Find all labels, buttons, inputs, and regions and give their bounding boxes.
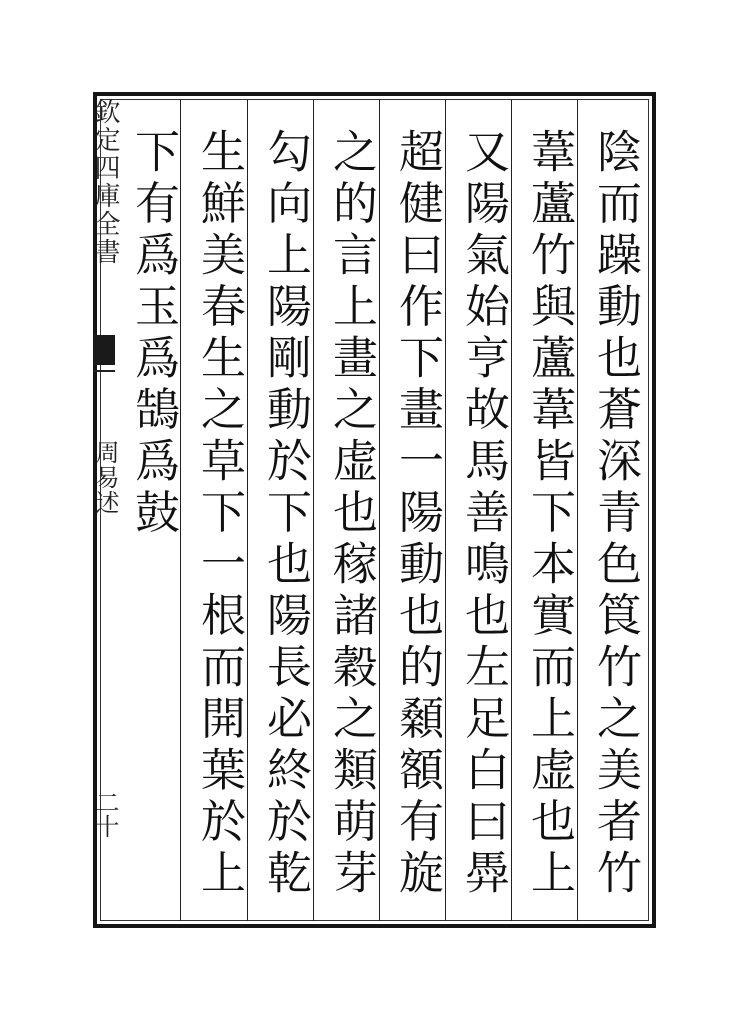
column-rule (577, 99, 578, 921)
text-column-7-main: 生鮮美春生之草下一根而開葉於上 (193, 128, 246, 901)
column-rule (247, 99, 248, 921)
text-column-7 (191, 128, 247, 908)
column-rule (379, 99, 380, 921)
margin-title: 欽定四庫全書 (90, 98, 120, 266)
fish-tail-mark (93, 335, 115, 365)
text-column-8: 下有爲玉爲鵠爲鼓 (127, 128, 180, 540)
text-column-4: 超健曰作下畫一陽動也的顙額有旋 (391, 128, 444, 901)
text-column-3: 又陽氣始亨故馬善鳴也左足白曰馵 (457, 128, 510, 901)
text-column-2: 葦蘆竹與蘆葦皆下本實而上虚也上 (523, 128, 576, 901)
margin-page-number: 二十 (91, 790, 119, 838)
fish-tail-rule (93, 370, 115, 372)
margin-book-title: 周易述 (91, 440, 119, 515)
column-rule (445, 99, 446, 921)
column-rule (313, 99, 314, 921)
text-column-6: 勾向上陽剛動於下也陽長必終於乾 (259, 128, 312, 901)
column-rule (511, 99, 512, 921)
text-column-5: 之的言上畫之虚也稼諸穀之類萌芽 (325, 128, 378, 901)
text-column-1: 陰而躁動也蒼深青色筤竹之美者竹 (589, 128, 642, 901)
